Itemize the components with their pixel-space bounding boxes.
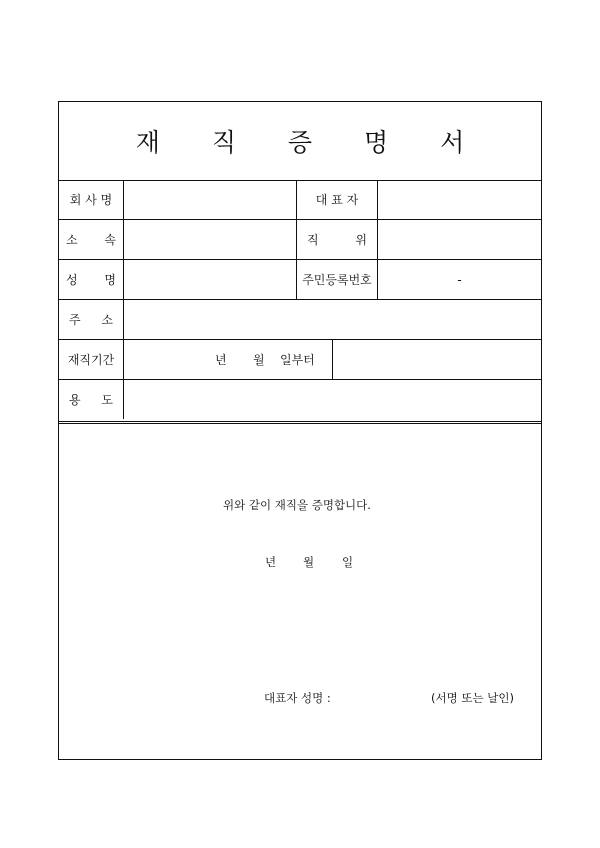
purpose-label-a: 용	[69, 393, 81, 407]
purpose-field[interactable]	[124, 380, 541, 419]
row-period	[59, 340, 541, 380]
rrn-label: 주민등록번호	[302, 273, 372, 287]
signer-field[interactable]	[344, 690, 424, 705]
purpose-label-b: 도	[101, 393, 113, 407]
address-field[interactable]	[124, 300, 541, 339]
title-row	[59, 102, 541, 181]
position-label	[297, 220, 377, 259]
row-name	[59, 260, 541, 300]
position-label-b: 위	[355, 233, 367, 247]
certification-month: 월	[303, 555, 315, 569]
department-label-a: 소	[66, 233, 78, 247]
position-field[interactable]	[378, 220, 541, 259]
company-label: 회 사 명	[69, 193, 113, 207]
department-field[interactable]	[124, 220, 296, 259]
address-label-a: 주	[69, 313, 81, 327]
period-end-field[interactable]	[333, 340, 541, 379]
section-divider	[59, 421, 541, 424]
address-label	[59, 300, 123, 339]
row-company	[59, 180, 541, 220]
position-label-a: 직	[307, 233, 319, 247]
ceo-field[interactable]	[378, 180, 541, 219]
rrn-field[interactable]: -	[457, 272, 462, 287]
period-month: 월	[253, 353, 265, 367]
address-label-b: 소	[101, 313, 113, 327]
period-day-from: 일부터	[280, 353, 315, 367]
company-field[interactable]	[124, 180, 296, 219]
department-label	[59, 220, 123, 259]
row-address	[59, 300, 541, 340]
purpose-label	[59, 380, 123, 419]
period-label: 재직기간	[67, 353, 115, 367]
department-label-b: 속	[104, 233, 116, 247]
certification-year: 년	[265, 555, 277, 569]
certification-day: 일	[342, 555, 354, 569]
certification-statement: 위와 같이 재직을 증명합니다.	[223, 498, 371, 512]
name-label-b: 명	[104, 273, 116, 287]
row-purpose	[59, 380, 541, 420]
period-start-field[interactable]	[124, 340, 332, 379]
name-label	[59, 260, 123, 299]
period-year: 년	[215, 353, 227, 367]
signer-label: 대표자 성명 :	[264, 691, 331, 705]
name-label-a: 성	[66, 273, 78, 287]
ceo-label: 대 표 자	[315, 193, 359, 207]
certificate-form	[58, 101, 542, 760]
seal-note: (서명 또는 날인)	[431, 691, 514, 705]
name-field[interactable]	[124, 260, 296, 299]
document-title: 재 직 증 명 서	[135, 128, 487, 157]
row-department	[59, 220, 541, 260]
